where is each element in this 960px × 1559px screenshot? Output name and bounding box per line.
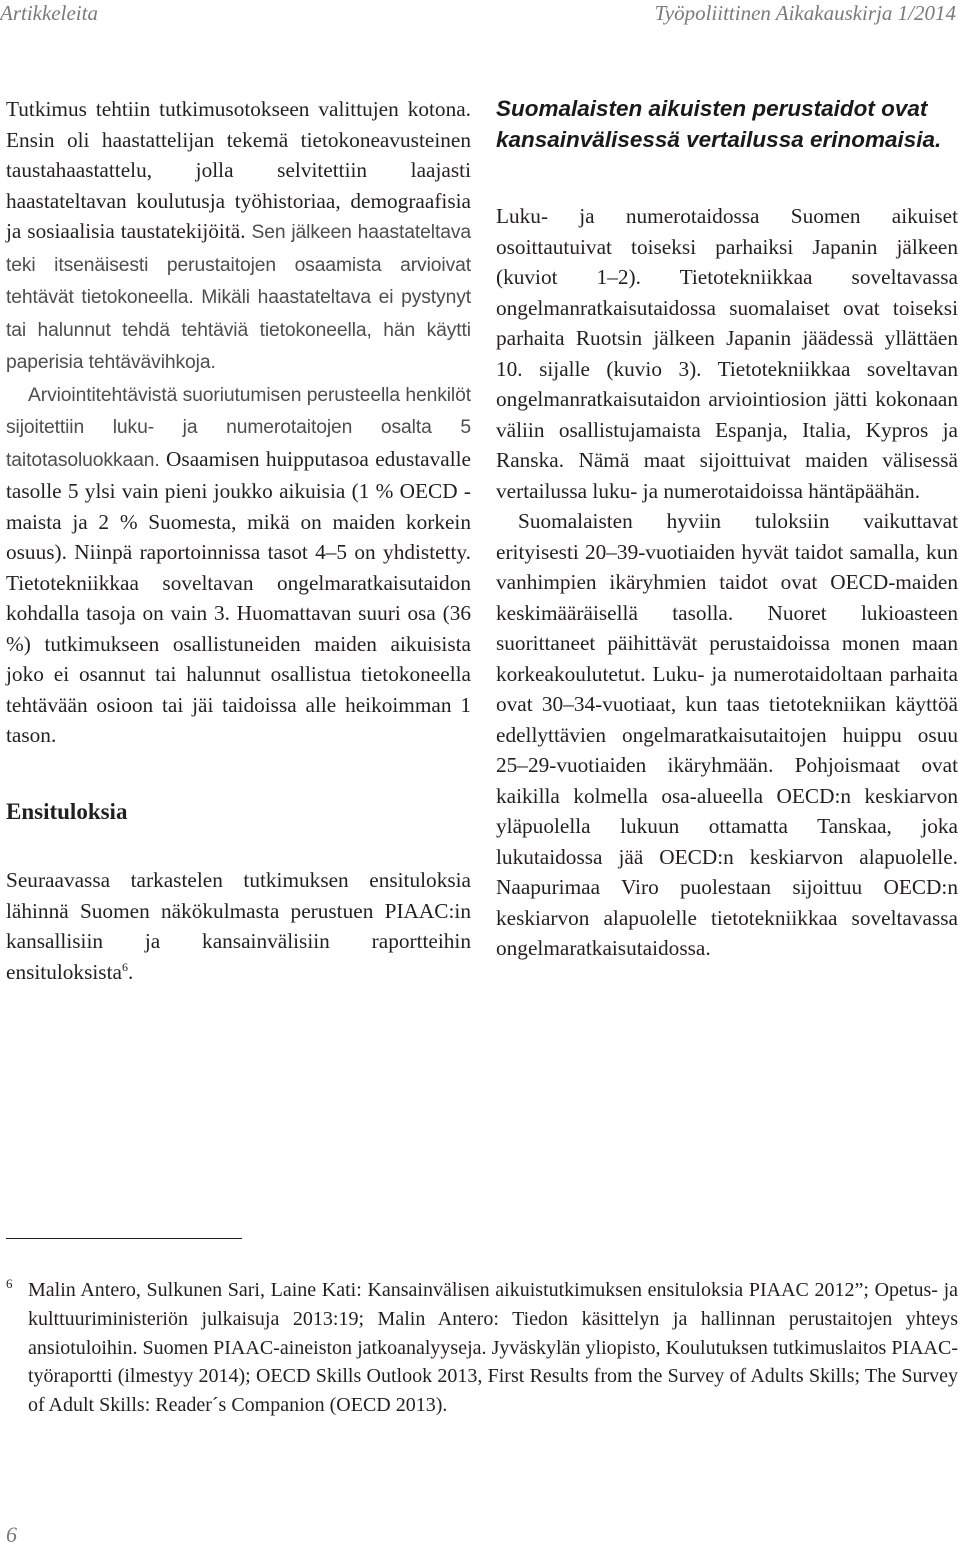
paragraph-rankings: Luku- ja numerotaidossa Suomen aikuiset osoittautuivat toiseksi parhaiksi Japanin jälkeen (kuviot 1–2). Tietotekniikkaa soveltavassa ongelmanratkaisutaidossa suomalaiset ovat toiseksi parhaita Ruotsin jälkeen Japanin jäädessä yllättäen 10. sijalle (kuvio 3). Tietotekniikkaa soveltavan ongelmanratkaisutaidon arviointiosion jätti kokonaan väliin osallistujamaista Espanja, Italia, Kypros ja Ranska. Nämä maat sijoittuivat maiden välisessä vertailussa luku- ja numerotaidoissa häntäpäähän. <box>496 204 958 503</box>
footnote <box>6 1276 958 1420</box>
left-column <box>6 94 471 987</box>
paragraph-levels <box>6 379 471 751</box>
subheading-skills: Suomalaisten aikuisten perustaidot ovat kansainvälisessä vertailussa erinomaisia. <box>496 96 942 152</box>
paragraph-age-groups: Suomalaisten hyviin tuloksiin vaikuttavat erityisesti 20–39-vuotiaiden hyvät taidot samalla, kun vanhimpien ikäryhmien taidot ovat OECD-maiden keskimääräisellä tasolla. Nuoret lukioasteen suorittaneet päihittävät perustaidoissa monen maan korkeakoulutetut. Luku- ja numerotaidoltaan parhaita ovat 30–34-vuotiaat, kun taas tietotekniikan käyttöä edellyttävien ongelmaratkaisutaitojen huippu osuu 25–29-vuotiaiden ikäryhmään. Pohjoismaat ovat kaikilla kolmella osa-alueella OECD:n keskiarvon yläpuolella lukuun ottamatta Tanskaa, joka lukutaidossa jää OECD:n keskiarvon alapuolelle. Naapurimaa Viro puolestaan sijoittuu OECD:n keskiarvon alapuolelle tietotekniikkaa soveltavassa ongelmaratkaisutaidossa. <box>496 509 958 960</box>
paragraph-levels-text: Osaamisen huipputasoa edustavalle tasolle 5 ylsi vain pieni joukko aikuisia (1 % OECD -maista ja 2 % Suomesta, mikä on maiden korkein osuus). Niinpä raportoinnissa tasot 4–5 on yhdistetty. Tietotekniikkaa soveltavan ongelmaratkaisutaidon kohdalla tasoja on vain 3. Huomattavan suuri osa (36 %) tutkimukseen osallistuneiden maiden aikuisista joko ei osannut tai halunnut osallistua tietokoneella tehtävään osioon tai jäi taidoissa alle heikoimman 1 tason. <box>6 446 471 747</box>
paragraph-intro-results <box>6 865 471 987</box>
footnote-text: Malin Antero, Sulkunen Sari, Laine Kati: Kansainvälisen aikuistutkimuksen ensituloksia PIAAC 2012”; Opetus- ja kulttuuriministeriön julkaisuja 2013:19; Malin Antero: Tiedon käsittelyn ja hallinnan perustaitojen yhteys ansiotuloihin. Suomen PIAAC-aineiston jatkoanalyyseja. Jyväskylän yliopisto, Koulutuksen tutkimuslaitos PIAAC-työraportti (ilmestyy 2014); OECD Skills Outlook 2013, First Results from the Survey of Adults Skills; The Survey of Adult Skills: Reader´s Companion (OECD 2013). <box>28 1279 958 1417</box>
journal-title: Työpoliittinen Aikakauskirja 1/2014 <box>654 1 956 25</box>
paragraph-method-text: Tutkimus tehtiin tutkimusotokseen valittujen kotona. Ensin oli haastattelijan tekemä tietokoneavusteinen taustahaastattelu, jolla selvitettiin laajasti haastateltavan koulutusja työhistoriaa, demograafisia ja sosiaalisia taustatekijöitä. <box>6 97 471 243</box>
footnote-mark: 6 <box>6 1276 13 1291</box>
running-header <box>0 0 960 36</box>
paragraph-intro-results-text: Seuraavassa tarkastelen tutkimuksen ensituloksia lähinnä Suomen näkökulmasta perustuen PIAAC:in kansallisiin ja kansainvälisiin raportteihin ensituloksista <box>6 868 471 984</box>
section-label: Artikkeleita <box>0 1 98 25</box>
footnote-reference[interactable]: 6 <box>121 959 128 974</box>
page-number: 6 <box>6 1522 17 1547</box>
paragraph-method-sans: Sen jälkeen haastateltava teki itsenäisesti perustaitojen osaamista arvioivat tehtävät tietokoneella. Mikäli haastateltava ei pystynyt tai halunnut tehdä tehtäviä tietokoneella, hän käytti paperisia tehtävävihkoja. <box>6 222 472 373</box>
paragraph-method <box>6 94 471 379</box>
paragraph-levels-sans: Arviointitehtävistä suoriutumisen perusteella henkilöt sijoitettiin luku- ja numerotaitojen osalta 5 taitotasoluokkaan. <box>6 384 471 471</box>
right-column <box>496 94 958 964</box>
footnote-divider <box>6 1238 242 1239</box>
section-heading-ensituloksia: Ensituloksia <box>6 798 128 824</box>
paragraph-intro-results-end: . <box>127 959 134 984</box>
